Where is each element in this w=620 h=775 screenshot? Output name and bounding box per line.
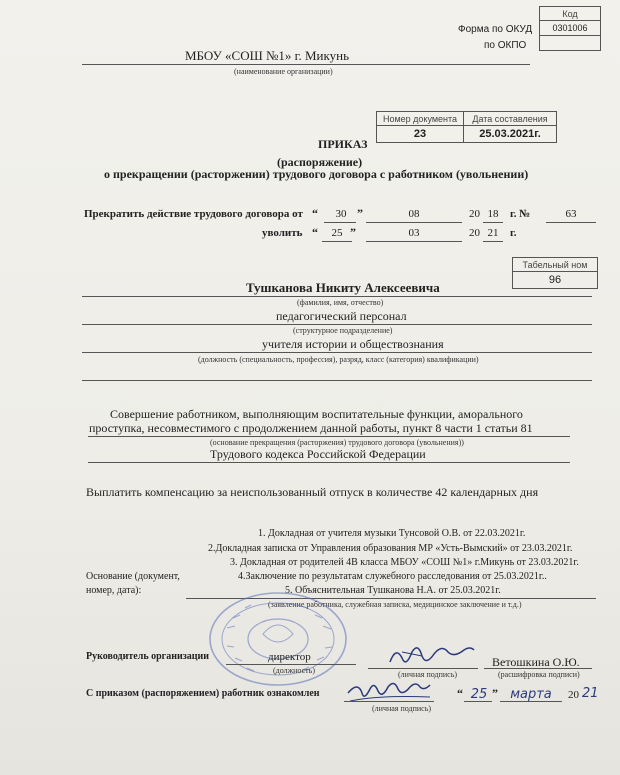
terminate-label: Прекратить действие трудового договора от xyxy=(84,208,303,220)
employee-position: учителя истории и обществознания xyxy=(262,337,444,351)
dismiss-label: уволить xyxy=(262,227,303,239)
dismiss-year-line xyxy=(483,241,503,242)
okpo-label: по ОКПО xyxy=(484,40,527,51)
grounds-caption: (основание прекращения (расторжения) трудового договора (увольнения)) xyxy=(210,438,464,447)
employee-position-caption: (должность (специальность, профессия), разряд, класс (категория) квалификации) xyxy=(198,355,479,364)
employee-department-line xyxy=(82,324,592,325)
dismiss-month: 03 xyxy=(408,227,420,239)
head-name: Ветошкина О.Ю. xyxy=(492,655,580,669)
tab-number-header: Табельный ном xyxy=(513,258,598,272)
order-alt-title: (распоряжение) xyxy=(277,155,363,169)
dismiss-month-line xyxy=(366,241,462,242)
okud-value: 0301006 xyxy=(540,21,601,36)
employee-signature-caption: (личная подпись) xyxy=(372,704,432,713)
terminate-number-label: г. № xyxy=(510,208,531,220)
organization-line xyxy=(82,64,530,65)
basis-item-5: 5. Объяснительная Тушканова Н.А. от 25.03.2021г. xyxy=(285,585,501,596)
employee-department-caption: (структурное подразделение) xyxy=(293,326,393,335)
doc-date-header: Дата составления xyxy=(464,112,557,126)
terminate-year-prefix: 20 xyxy=(469,208,480,220)
head-signature-line xyxy=(368,668,478,669)
dismiss-day-line xyxy=(322,241,352,242)
employee-position-line xyxy=(82,352,592,353)
basis-item-2: 2.Докладная записка от Управления образования МР «Усть-Вымский» от 23.03.2021г. xyxy=(208,543,573,554)
dismiss-open-quote: “ xyxy=(312,225,318,239)
terminate-year-line xyxy=(483,222,503,223)
employee-department: педагогический персонал xyxy=(276,309,407,323)
terminate-month-line xyxy=(366,222,462,223)
organization-name: МБОУ «СОШ №1» г. Микунь xyxy=(185,48,350,63)
code-box xyxy=(539,6,601,51)
basis-item-3: 3. Докладная от родителей 4В класса МБОУ «СОШ №1» г.Микунь от 23.03.2021г. xyxy=(230,557,579,568)
doc-number-header: Номер документа xyxy=(377,112,464,126)
head-name-line xyxy=(484,668,592,669)
code-header: Код xyxy=(540,7,601,21)
ack-month: марта xyxy=(510,687,552,702)
document-table xyxy=(376,111,557,143)
head-position-caption: (должность) xyxy=(273,666,315,675)
grounds-line-2: проступка, несовместимого с продолжением данной работы, пункт 8 части 1 статьи 81 xyxy=(89,421,533,435)
head-position-line xyxy=(226,664,356,665)
terminate-open-quote: “ xyxy=(312,206,318,220)
ack-open-quote: “ xyxy=(457,686,463,700)
order-subject: о прекращении (расторжении) трудового договора с работником (увольнении) xyxy=(104,167,529,181)
order-title: ПРИКАЗ xyxy=(318,137,368,151)
grounds-line-1: Совершение работником, выполняющим воспитательные функции, аморального xyxy=(110,407,523,421)
dismiss-year-suffix: г. xyxy=(510,227,517,239)
employee-extra-line xyxy=(82,380,592,381)
head-signature-caption: (личная подпись) xyxy=(398,670,458,679)
ack-label: С приказом (распоряжением) работник ознакомлен xyxy=(86,688,320,699)
head-position: директор xyxy=(268,651,311,663)
dismiss-close-quote: ” xyxy=(350,225,356,239)
employee-name: Тушканова Никиту Алексеевича xyxy=(246,280,440,295)
head-name-caption: (расшифровка подписи) xyxy=(498,670,580,679)
okud-label: Форма по ОКУД xyxy=(458,24,533,35)
ack-year: 21 xyxy=(582,686,599,701)
dismiss-year: 21 xyxy=(487,227,499,239)
employee-name-line xyxy=(82,296,592,297)
dismiss-year-prefix: 20 xyxy=(469,227,480,239)
dismiss-day: 25 xyxy=(331,227,343,239)
okpo-value xyxy=(540,36,601,51)
terminate-number-line xyxy=(546,222,596,223)
ack-month-line xyxy=(500,701,562,702)
basis-label-line-2: номер, дата): xyxy=(86,585,142,596)
basis-item-4: 4.Заключение по результатам служебного расследования от 25.03.2021г.. xyxy=(238,571,547,582)
tab-number: 96 xyxy=(513,272,598,289)
grounds-line-2-rule xyxy=(88,436,570,437)
employee-signature-line xyxy=(344,701,434,702)
terminate-year: 18 xyxy=(487,208,499,220)
terminate-day: 30 xyxy=(335,208,347,220)
employee-name-caption: (фамилия, имя, отчество) xyxy=(297,298,384,307)
ack-day-line xyxy=(464,701,492,702)
basis-item-1: 1. Докладная от учителя музыки Тунсовой О.В. от 22.03.2021г. xyxy=(258,528,526,539)
ack-year-prefix: 20 xyxy=(568,689,579,701)
doc-date: 25.03.2021г. xyxy=(464,126,557,143)
terminate-day-line xyxy=(324,222,356,223)
terminate-month: 08 xyxy=(408,208,420,220)
terminate-number: 63 xyxy=(565,208,577,220)
organization-caption: (наименование организации) xyxy=(234,67,333,76)
grounds-line-3: Трудового кодекса Российской Федерации xyxy=(210,447,426,461)
ack-day: 25 xyxy=(470,687,488,702)
basis-label-line-1: Основание (документ, xyxy=(86,571,180,582)
grounds-line-3-rule xyxy=(88,462,570,463)
tab-number-box xyxy=(512,257,598,289)
basis-caption: (заявление работника, служебная записка, медицинское заключение и т.д.) xyxy=(268,600,522,609)
compensation-text: Выплатить компенсацию за неиспользованный отпуск в количестве 42 календарных дня xyxy=(86,485,539,499)
doc-number: 23 xyxy=(377,126,464,143)
terminate-close-quote: ” xyxy=(357,206,363,220)
ack-close-quote: ” xyxy=(492,686,498,700)
head-label: Руководитель организации xyxy=(86,651,210,662)
